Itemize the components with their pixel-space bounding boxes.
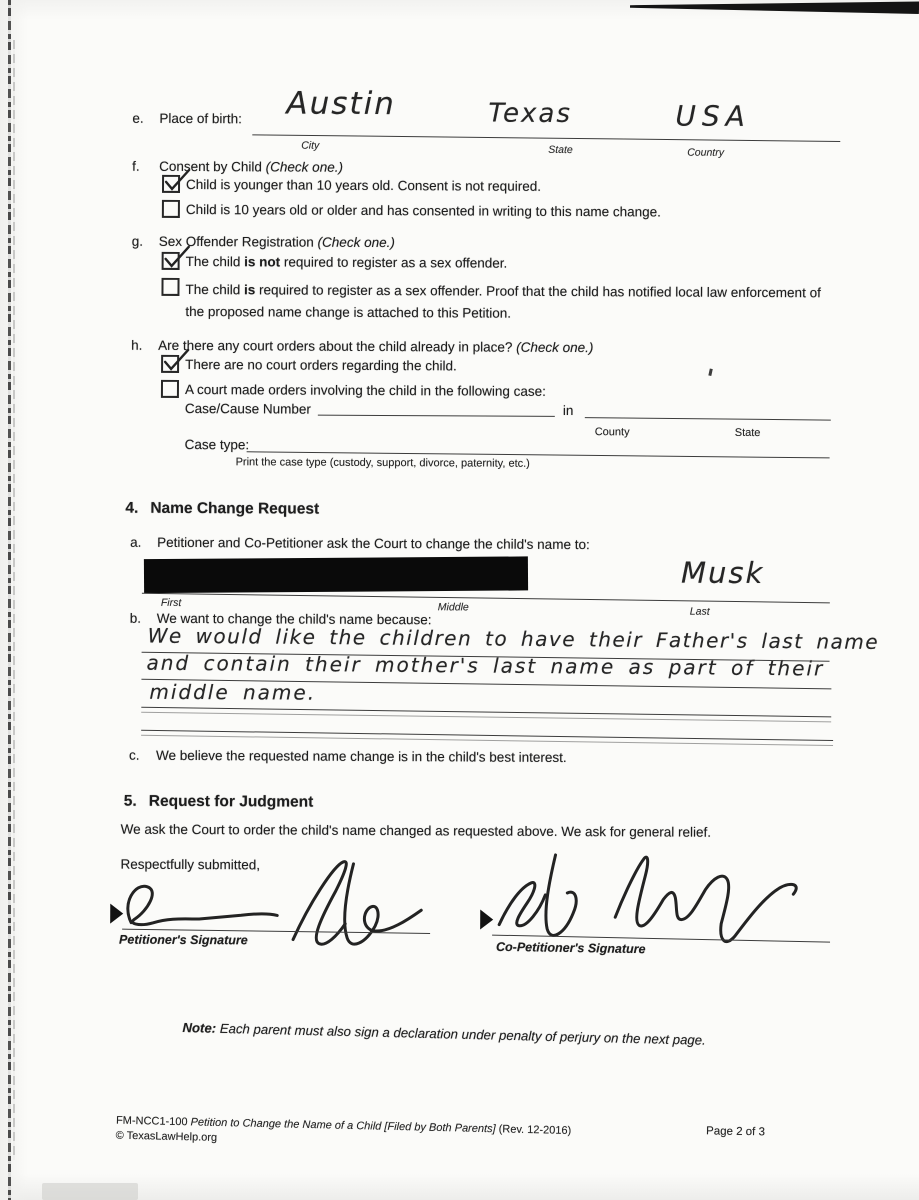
item-e-label: e.: [132, 110, 144, 126]
item-g-instruction: (Check one.): [317, 234, 395, 251]
no-court-orders-label: There are no court orders regarding the child.: [185, 356, 457, 374]
consent-under10-checkbox: [162, 175, 180, 193]
registered-label: The child is required to register as a sex offender. Proof that the child has notified local law enforcement of the proposed name change is attached to this Petition.: [185, 281, 821, 321]
court-orders-exist-checkbox: [161, 380, 179, 398]
item-f-instruction: (Check one.): [265, 159, 344, 175]
note-text: Note: Each parent must also sign a declaration under penalty of perjury on the next page.: [182, 1019, 706, 1048]
case-type-hint: Print the case type (custody, support, divorce, paternity, etc.): [235, 456, 530, 470]
item-e-title: Place of birth:: [159, 110, 242, 127]
section4-a-text: Petitioner and Co-Petitioner ask the Court to change the child's name to:: [157, 534, 590, 553]
redacted-name-bar: [144, 556, 528, 593]
section4-a-label: a.: [130, 534, 142, 550]
consent-under10-label: Child is younger than 10 years old. Consent is not required.: [185, 176, 542, 194]
new-name-line: [142, 593, 830, 604]
footer-copyright: © TexasLawHelp.org: [115, 1129, 218, 1144]
item-g-label: g.: [131, 233, 144, 249]
reason-line3-value: middle name.: [149, 679, 317, 705]
reason-line1-value: We would like the children to have their Father's last name: [147, 623, 880, 654]
closing-text: Respectfully submitted,: [120, 856, 261, 873]
case-number-label: Case/Cause Number: [184, 400, 311, 417]
birth-fields-line: [252, 134, 840, 142]
section4-title: Name Change Request: [150, 499, 320, 518]
middle-name-field-label: Middle: [437, 601, 469, 614]
in-label: in: [562, 402, 574, 419]
last-name-value: Musk: [680, 555, 765, 591]
state-court-field-label: State: [734, 426, 761, 439]
birth-country-value: USA: [675, 99, 751, 133]
footer-left: [116, 1115, 572, 1152]
co-petitioner-signature-label: Co-Petitioner's Signature: [495, 939, 646, 957]
reason-line2-value: and contain their mother's last name as part of their: [146, 650, 825, 681]
consent-over10-label: Child is 10 years old or older and has consented in writing to this name change.: [185, 201, 661, 220]
section4-b-label: b.: [129, 610, 142, 626]
reason-line3: [141, 707, 831, 718]
petitioner-signature-label: Petitioner's Signature: [119, 932, 248, 948]
scan-speck: [708, 369, 712, 376]
reason-line4: [141, 730, 833, 741]
not-registered-checkbox: [162, 252, 180, 270]
country-field-label: Country: [687, 146, 725, 159]
signature-arrow-icon: [480, 910, 493, 930]
birth-state-value: Texas: [488, 98, 573, 129]
registered-checkbox: [161, 278, 179, 296]
consent-over10-checkbox: [162, 200, 180, 218]
first-name-field-label: First: [160, 596, 182, 609]
birth-city-value: Austin: [286, 85, 396, 123]
not-registered-label: The child is not required to register as a sex offender.: [185, 253, 508, 271]
section5-title: Request for Judgment: [148, 792, 314, 811]
last-name-field-label: Last: [689, 605, 710, 618]
item-h-title: Are there any court orders about the child already in place? (Check one.): [158, 337, 594, 356]
court-location-line: [585, 417, 831, 421]
section4-c-text: We believe the requested name change is in the child's best interest.: [156, 747, 567, 765]
item-h-instruction: (Check one.): [516, 339, 594, 356]
section4-c-label: c.: [129, 747, 140, 763]
no-court-orders-checkbox: [161, 355, 179, 373]
item-f-title: Consent by Child (Check one.): [159, 158, 344, 175]
case-type-label: Case type:: [184, 436, 250, 453]
section4-number: 4.: [125, 499, 139, 517]
note-prefix: Note:: [182, 1019, 217, 1036]
item-h-label: h.: [131, 337, 143, 353]
case-number-line: [318, 415, 555, 417]
section5-body: We ask the Court to order the child's name changed as requested above. We ask for general relief.: [120, 821, 712, 840]
signature-arrow-icon: [110, 904, 123, 924]
section5-number: 5.: [123, 792, 137, 810]
state-field-label: State: [548, 143, 573, 157]
footer-page-number: Page 2 of 3: [705, 1125, 766, 1139]
city-field-label: City: [301, 139, 320, 152]
item-f-label: f.: [132, 158, 140, 174]
section4-b-text: We want to change the child's name because:: [156, 610, 432, 628]
item-g-title: Sex Offender Registration (Check one.): [158, 233, 395, 251]
footer-form-id: FM-NCC1-100 Petition to Change the Name of a Child [Filed by Both Parents] (Rev. 12-2016): [115, 1114, 572, 1137]
county-field-label: County: [594, 426, 630, 439]
court-orders-exist-label: A court made orders involving the child in the following case:: [184, 381, 546, 399]
